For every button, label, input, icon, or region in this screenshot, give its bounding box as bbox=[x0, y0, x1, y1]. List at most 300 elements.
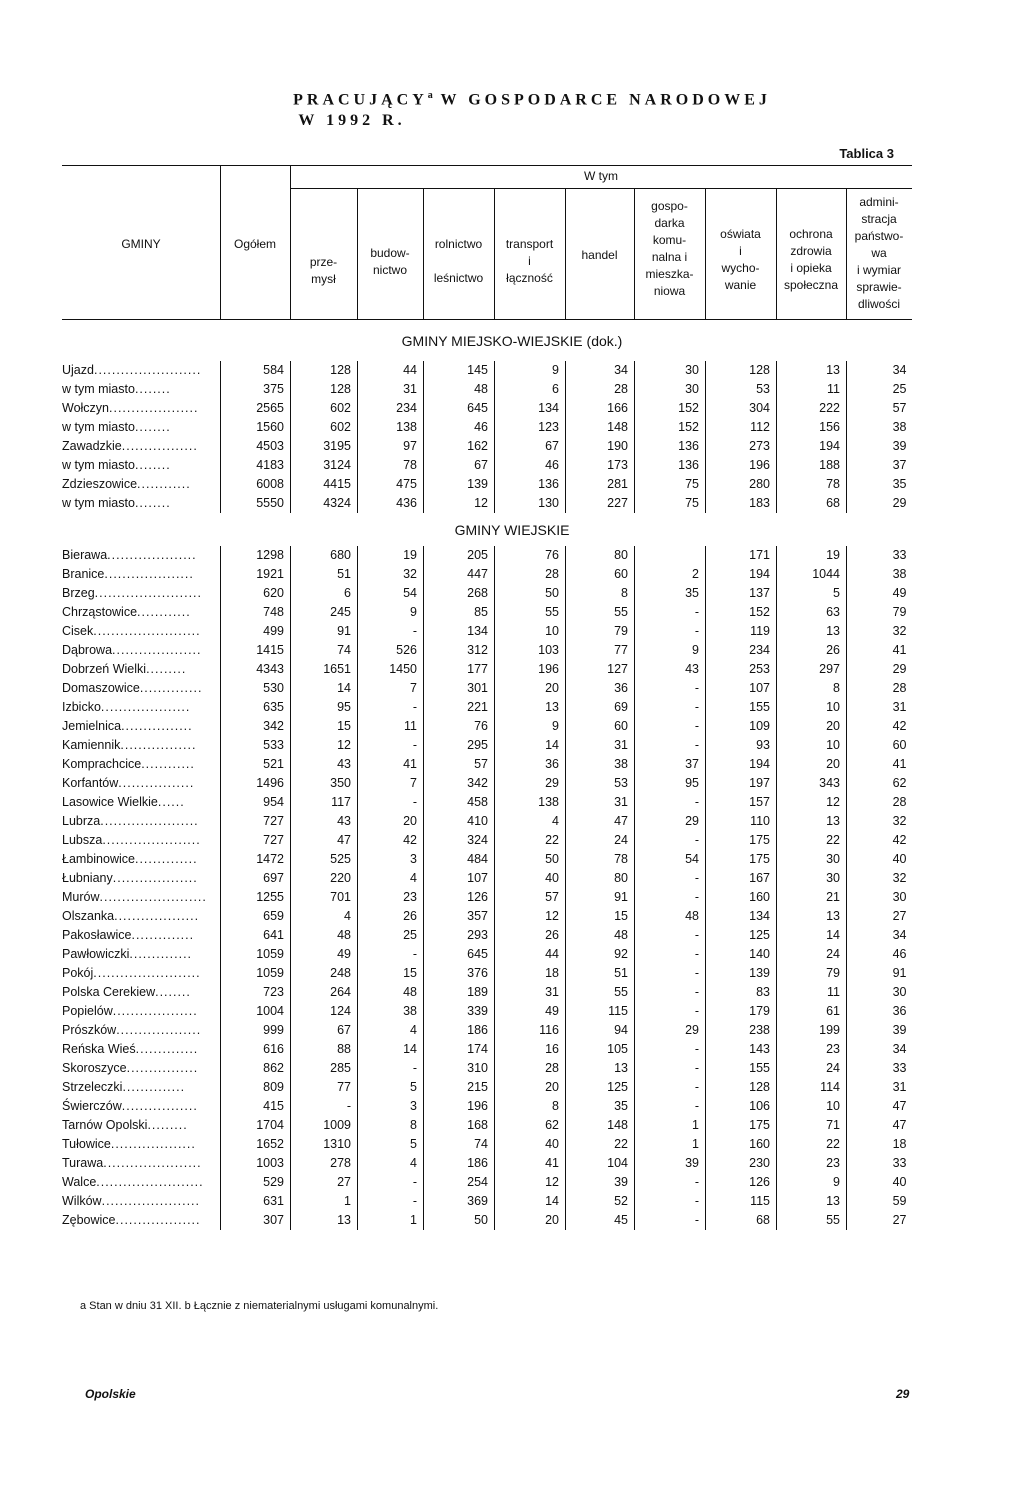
table-cell: 128 bbox=[291, 361, 358, 380]
table-cell: 115 bbox=[706, 1192, 777, 1211]
table-cell: 253 bbox=[706, 660, 777, 679]
table-cell: 88 bbox=[291, 1040, 358, 1059]
table-cell: 174 bbox=[424, 1040, 495, 1059]
table-cell: 78 bbox=[777, 475, 847, 494]
table-cell: 15 bbox=[358, 964, 424, 983]
table-cell: 12 bbox=[495, 1173, 566, 1192]
table-cell: 79 bbox=[566, 622, 635, 641]
table-cell: 584 bbox=[221, 361, 291, 380]
table-cell: 645 bbox=[424, 945, 495, 964]
table-cell: 43 bbox=[635, 660, 706, 679]
table-cell: 19 bbox=[777, 546, 847, 565]
table-cell: 75 bbox=[635, 475, 706, 494]
table-cell: 8 bbox=[495, 1097, 566, 1116]
table-cell: 47 bbox=[847, 1097, 913, 1116]
table-cell: - bbox=[635, 1078, 706, 1097]
row-label: Cisek........................ bbox=[62, 624, 201, 638]
table-cell: 809 bbox=[221, 1078, 291, 1097]
table-cell: 67 bbox=[495, 437, 566, 456]
table-cell: 748 bbox=[221, 603, 291, 622]
table-cell: 60 bbox=[566, 717, 635, 736]
table-cell: 107 bbox=[424, 869, 495, 888]
table-cell: - bbox=[635, 1002, 706, 1021]
table-cell: 4343 bbox=[221, 660, 291, 679]
table-row bbox=[62, 361, 913, 380]
table-cell: 635 bbox=[221, 698, 291, 717]
table-row bbox=[62, 755, 913, 774]
table-cell: 4503 bbox=[221, 437, 291, 456]
table-cell: 95 bbox=[291, 698, 358, 717]
table-row bbox=[62, 1192, 913, 1211]
table-cell: 125 bbox=[566, 1078, 635, 1097]
table-cell: 137 bbox=[706, 584, 777, 603]
table-cell: 245 bbox=[291, 603, 358, 622]
table-cell: 954 bbox=[221, 793, 291, 812]
table-cell: 38 bbox=[358, 1002, 424, 1021]
table-cell: 138 bbox=[495, 793, 566, 812]
table-row bbox=[62, 1154, 913, 1173]
table-row bbox=[62, 907, 913, 926]
header-column: prze- mysł bbox=[309, 255, 338, 286]
table-cell: 47 bbox=[291, 831, 358, 850]
row-label: w tym miasto........ bbox=[62, 496, 171, 510]
header-ogolem: Ogółem bbox=[233, 237, 277, 251]
table-cell: 152 bbox=[706, 603, 777, 622]
table-cell: 342 bbox=[221, 717, 291, 736]
table-cell: 727 bbox=[221, 831, 291, 850]
table-cell: 48 bbox=[566, 926, 635, 945]
table-cell: 26 bbox=[777, 641, 847, 660]
table-cell: 95 bbox=[635, 774, 706, 793]
table-cell: 152 bbox=[635, 399, 706, 418]
table-cell: 110 bbox=[706, 812, 777, 831]
table-cell: 1 bbox=[635, 1135, 706, 1154]
row-label: Korfantów................. bbox=[62, 776, 195, 790]
table-cell: 10 bbox=[777, 736, 847, 755]
table-cell: 697 bbox=[221, 869, 291, 888]
table-cell: 27 bbox=[847, 907, 913, 926]
table-cell: - bbox=[635, 793, 706, 812]
row-label: Popielów................... bbox=[62, 1004, 198, 1018]
table-cell: 194 bbox=[706, 755, 777, 774]
table-cell: 28 bbox=[847, 679, 913, 698]
table-cell: - bbox=[635, 888, 706, 907]
table-cell: 36 bbox=[847, 1002, 913, 1021]
table-cell: 48 bbox=[635, 907, 706, 926]
table-cell: 37 bbox=[635, 755, 706, 774]
table-cell: 30 bbox=[635, 380, 706, 399]
table-cell: 49 bbox=[495, 1002, 566, 1021]
header-column: rolnictwo leśnictwo bbox=[433, 237, 484, 285]
table-cell: 39 bbox=[847, 437, 913, 456]
table-cell: 7 bbox=[358, 774, 424, 793]
table-cell: 40 bbox=[495, 869, 566, 888]
table-cell: 139 bbox=[706, 964, 777, 983]
table-cell: 91 bbox=[566, 888, 635, 907]
table-cell: 22 bbox=[495, 831, 566, 850]
row-label: Ujazd........................ bbox=[62, 363, 202, 377]
table-number: Tablica 3 bbox=[839, 146, 894, 161]
table-cell: 46 bbox=[424, 418, 495, 437]
table-cell: 126 bbox=[424, 888, 495, 907]
table-cell: 1310 bbox=[291, 1135, 358, 1154]
table-cell: 35 bbox=[566, 1097, 635, 1116]
table-cell: 4 bbox=[291, 907, 358, 926]
table-cell: 119 bbox=[706, 622, 777, 641]
data-table-urban-rural bbox=[62, 361, 913, 513]
table-cell: 173 bbox=[566, 456, 635, 475]
table-cell: 1496 bbox=[221, 774, 291, 793]
table-cell: 33 bbox=[847, 1154, 913, 1173]
table-cell: 59 bbox=[847, 1192, 913, 1211]
table-cell: 186 bbox=[424, 1021, 495, 1040]
table-cell: 34 bbox=[847, 926, 913, 945]
table-cell: 13 bbox=[777, 622, 847, 641]
table-cell: 18 bbox=[847, 1135, 913, 1154]
table-title: PRACUJĄCY$^a$ W GOSPODARCE NARODOWEJ bbox=[293, 90, 771, 109]
table-cell: 5 bbox=[358, 1135, 424, 1154]
table-cell: 85 bbox=[424, 603, 495, 622]
table-cell: 4 bbox=[495, 812, 566, 831]
table-cell: 22 bbox=[777, 1135, 847, 1154]
table-cell: 254 bbox=[424, 1173, 495, 1192]
table-cell: 281 bbox=[566, 475, 635, 494]
table-cell: 10 bbox=[777, 1097, 847, 1116]
table-cell: 67 bbox=[291, 1021, 358, 1040]
table-row bbox=[62, 1211, 913, 1230]
table-cell: 34 bbox=[847, 1040, 913, 1059]
table-cell: 177 bbox=[424, 660, 495, 679]
table-cell: 8 bbox=[777, 679, 847, 698]
table-cell: 14 bbox=[495, 1192, 566, 1211]
table-cell: 13 bbox=[777, 812, 847, 831]
table-cell: 8 bbox=[566, 584, 635, 603]
table-row bbox=[62, 812, 913, 831]
table-cell: 20 bbox=[777, 717, 847, 736]
table-cell: 25 bbox=[358, 926, 424, 945]
table-cell: 42 bbox=[358, 831, 424, 850]
table-cell: 13 bbox=[566, 1059, 635, 1078]
table-cell: 14 bbox=[291, 679, 358, 698]
row-label: Bierawa.................... bbox=[62, 548, 197, 562]
header-column: transport i łączność bbox=[505, 237, 554, 285]
table-row bbox=[62, 945, 913, 964]
table-row bbox=[62, 926, 913, 945]
table-cell: 20 bbox=[495, 1078, 566, 1097]
table-cell: 31 bbox=[566, 736, 635, 755]
table-cell: 436 bbox=[358, 494, 424, 513]
table-row bbox=[62, 418, 913, 437]
table-cell: 114 bbox=[777, 1078, 847, 1097]
table-cell: 339 bbox=[424, 1002, 495, 1021]
table-cell: 60 bbox=[566, 565, 635, 584]
table-cell: 128 bbox=[706, 361, 777, 380]
page-number: 29 bbox=[896, 1387, 910, 1401]
row-label: Łubniany................... bbox=[62, 871, 198, 885]
table-cell: - bbox=[635, 964, 706, 983]
table-cell: 93 bbox=[706, 736, 777, 755]
table-cell: 186 bbox=[424, 1154, 495, 1173]
table-cell: 525 bbox=[291, 850, 358, 869]
table-cell: 304 bbox=[706, 399, 777, 418]
table-cell: 160 bbox=[706, 1135, 777, 1154]
table-cell: 52 bbox=[566, 1192, 635, 1211]
table-cell: 76 bbox=[495, 546, 566, 565]
row-label: Pakosławice.............. bbox=[62, 928, 195, 942]
table-cell: 32 bbox=[358, 565, 424, 584]
table-cell: 701 bbox=[291, 888, 358, 907]
table-cell: 602 bbox=[291, 418, 358, 437]
table-row bbox=[62, 717, 913, 736]
table-cell: 280 bbox=[706, 475, 777, 494]
table-cell: 1 bbox=[358, 1211, 424, 1230]
table-cell: 20 bbox=[358, 812, 424, 831]
table-cell: 9 bbox=[495, 717, 566, 736]
table-cell: 42 bbox=[847, 717, 913, 736]
table-cell: 999 bbox=[221, 1021, 291, 1040]
table-cell: 78 bbox=[358, 456, 424, 475]
table-cell: 3 bbox=[358, 1097, 424, 1116]
table-cell: 199 bbox=[777, 1021, 847, 1040]
table-cell: 78 bbox=[566, 850, 635, 869]
table-cell: 55 bbox=[495, 603, 566, 622]
table-cell: 45 bbox=[566, 1211, 635, 1230]
table-cell: 24 bbox=[566, 831, 635, 850]
table-cell: 31 bbox=[566, 793, 635, 812]
table-row bbox=[62, 584, 913, 603]
table-cell: 18 bbox=[495, 964, 566, 983]
table-cell: 1004 bbox=[221, 1002, 291, 1021]
table-row bbox=[62, 565, 913, 584]
table-cell: 68 bbox=[706, 1211, 777, 1230]
row-label: Walce........................ bbox=[62, 1175, 204, 1189]
table-cell: 15 bbox=[566, 907, 635, 926]
table-cell: 190 bbox=[566, 437, 635, 456]
table-cell: - bbox=[635, 1173, 706, 1192]
table-cell: - bbox=[358, 1192, 424, 1211]
row-label: w tym miasto........ bbox=[62, 420, 171, 434]
table-cell: 80 bbox=[566, 869, 635, 888]
table-cell: 49 bbox=[847, 584, 913, 603]
header-bottom-rule bbox=[62, 319, 912, 320]
table-cell: - bbox=[358, 698, 424, 717]
table-row bbox=[62, 456, 913, 475]
row-label: Murów........................ bbox=[62, 890, 207, 904]
table-cell: 145 bbox=[424, 361, 495, 380]
table-cell: 26 bbox=[358, 907, 424, 926]
table-cell: 1 bbox=[291, 1192, 358, 1211]
header-wtym-rule bbox=[290, 188, 912, 189]
table-cell: - bbox=[635, 603, 706, 622]
table-cell: 171 bbox=[706, 546, 777, 565]
table-cell: 4324 bbox=[291, 494, 358, 513]
table-cell: 9 bbox=[635, 641, 706, 660]
table-cell: 285 bbox=[291, 1059, 358, 1078]
table-cell: 342 bbox=[424, 774, 495, 793]
table-cell: 11 bbox=[777, 983, 847, 1002]
table-cell: 234 bbox=[358, 399, 424, 418]
table-cell: 350 bbox=[291, 774, 358, 793]
table-cell: 47 bbox=[566, 812, 635, 831]
table-cell: 12 bbox=[424, 494, 495, 513]
table-cell: 31 bbox=[847, 1078, 913, 1097]
table-cell: 157 bbox=[706, 793, 777, 812]
table-cell: 43 bbox=[291, 812, 358, 831]
row-label: w tym miasto........ bbox=[62, 458, 171, 472]
table-cell: 369 bbox=[424, 1192, 495, 1211]
table-cell: 130 bbox=[495, 494, 566, 513]
table-cell: - bbox=[635, 1211, 706, 1230]
table-cell: 24 bbox=[777, 945, 847, 964]
table-cell: 5550 bbox=[221, 494, 291, 513]
table-row bbox=[62, 1097, 913, 1116]
table-cell: 74 bbox=[291, 641, 358, 660]
table-cell: 3 bbox=[358, 850, 424, 869]
row-label: Reńska Wieś.............. bbox=[62, 1042, 199, 1056]
table-row bbox=[62, 1021, 913, 1040]
table-cell: 48 bbox=[291, 926, 358, 945]
table-row bbox=[62, 869, 913, 888]
table-cell: 41 bbox=[358, 755, 424, 774]
row-label: Dobrzeń Wielki......... bbox=[62, 662, 187, 676]
table-cell: 168 bbox=[424, 1116, 495, 1135]
table-cell: 92 bbox=[566, 945, 635, 964]
table-cell: 136 bbox=[495, 475, 566, 494]
table-cell: 148 bbox=[566, 1116, 635, 1135]
table-cell bbox=[635, 546, 706, 565]
table-cell: 115 bbox=[566, 1002, 635, 1021]
table-cell: 31 bbox=[847, 698, 913, 717]
table-cell: 30 bbox=[777, 850, 847, 869]
table-row bbox=[62, 660, 913, 679]
table-cell: 69 bbox=[566, 698, 635, 717]
table-cell: 39 bbox=[566, 1173, 635, 1192]
table-row bbox=[62, 1040, 913, 1059]
table-cell: 125 bbox=[706, 926, 777, 945]
row-label: Zawadzkie................. bbox=[62, 439, 198, 453]
table-cell: 234 bbox=[706, 641, 777, 660]
table-cell: 44 bbox=[358, 361, 424, 380]
table-cell: 278 bbox=[291, 1154, 358, 1173]
table-cell: 112 bbox=[706, 418, 777, 437]
table-cell: 126 bbox=[706, 1173, 777, 1192]
table-cell: 1298 bbox=[221, 546, 291, 565]
table-cell: - bbox=[635, 717, 706, 736]
table-cell: 138 bbox=[358, 418, 424, 437]
table-row bbox=[62, 1173, 913, 1192]
table-cell: 68 bbox=[777, 494, 847, 513]
table-cell: 5 bbox=[358, 1078, 424, 1097]
table-cell: 9 bbox=[358, 603, 424, 622]
table-cell: 33 bbox=[847, 1059, 913, 1078]
table-cell: 29 bbox=[635, 1021, 706, 1040]
table-cell: 136 bbox=[635, 437, 706, 456]
row-label: Kamiennik................. bbox=[62, 738, 197, 752]
table-cell: 8 bbox=[358, 1116, 424, 1135]
table-cell: 23 bbox=[777, 1154, 847, 1173]
table-cell: 179 bbox=[706, 1002, 777, 1021]
table-cell: 117 bbox=[291, 793, 358, 812]
table-cell: 55 bbox=[566, 983, 635, 1002]
row-label: Prószków................... bbox=[62, 1023, 202, 1037]
table-cell: 324 bbox=[424, 831, 495, 850]
table-cell: 183 bbox=[706, 494, 777, 513]
table-cell: 41 bbox=[495, 1154, 566, 1173]
table-cell: 40 bbox=[847, 1173, 913, 1192]
table-cell: 127 bbox=[566, 660, 635, 679]
table-row bbox=[62, 964, 913, 983]
table-cell: 160 bbox=[706, 888, 777, 907]
table-cell: 30 bbox=[777, 869, 847, 888]
table-cell: 51 bbox=[566, 964, 635, 983]
table-cell: 167 bbox=[706, 869, 777, 888]
header-w-tym: W tym bbox=[584, 169, 618, 183]
table-cell: 29 bbox=[847, 660, 913, 679]
table-cell: 13 bbox=[777, 1192, 847, 1211]
table-cell: - bbox=[635, 1097, 706, 1116]
table-cell: 32 bbox=[847, 622, 913, 641]
table-cell: 12 bbox=[291, 736, 358, 755]
table-cell: 50 bbox=[495, 584, 566, 603]
table-cell: 602 bbox=[291, 399, 358, 418]
table-cell: 357 bbox=[424, 907, 495, 926]
table-cell: - bbox=[635, 1059, 706, 1078]
table-cell: 109 bbox=[706, 717, 777, 736]
table-cell: 215 bbox=[424, 1078, 495, 1097]
table-cell: 63 bbox=[777, 603, 847, 622]
row-label: Turawa...................... bbox=[62, 1156, 202, 1170]
table-cell: 11 bbox=[358, 717, 424, 736]
row-label: Pokój........................ bbox=[62, 966, 201, 980]
table-cell: 175 bbox=[706, 1116, 777, 1135]
table-row bbox=[62, 494, 913, 513]
table-cell: 105 bbox=[566, 1040, 635, 1059]
row-label: Izbicko.................... bbox=[62, 700, 191, 714]
table-cell: 14 bbox=[358, 1040, 424, 1059]
table-cell: 80 bbox=[566, 546, 635, 565]
table-cell: 1415 bbox=[221, 641, 291, 660]
table-cell: 5 bbox=[777, 584, 847, 603]
table-cell: 37 bbox=[847, 456, 913, 475]
table-row bbox=[62, 1059, 913, 1078]
table-cell: 42 bbox=[847, 831, 913, 850]
table-cell: 44 bbox=[495, 945, 566, 964]
table-cell: 295 bbox=[424, 736, 495, 755]
table-cell: 194 bbox=[777, 437, 847, 456]
table-cell: 30 bbox=[847, 888, 913, 907]
table-cell: 1009 bbox=[291, 1116, 358, 1135]
table-cell: 499 bbox=[221, 622, 291, 641]
table-cell: 21 bbox=[777, 888, 847, 907]
table-cell: 14 bbox=[495, 736, 566, 755]
table-cell: 268 bbox=[424, 584, 495, 603]
table-cell: 38 bbox=[566, 755, 635, 774]
row-label: Tułowice................... bbox=[62, 1137, 196, 1151]
table-cell: 22 bbox=[777, 831, 847, 850]
table-cell: 83 bbox=[706, 983, 777, 1002]
table-cell: 1472 bbox=[221, 850, 291, 869]
table-cell: 12 bbox=[495, 907, 566, 926]
row-label: Chrząstowice............ bbox=[62, 605, 191, 619]
table-cell: 75 bbox=[635, 494, 706, 513]
table-cell: 51 bbox=[291, 565, 358, 584]
row-label: Lubsza...................... bbox=[62, 833, 201, 847]
table-cell: 61 bbox=[777, 1002, 847, 1021]
table-row bbox=[62, 1116, 913, 1135]
table-cell: 48 bbox=[424, 380, 495, 399]
table-cell: 222 bbox=[777, 399, 847, 418]
table-cell: 116 bbox=[495, 1021, 566, 1040]
